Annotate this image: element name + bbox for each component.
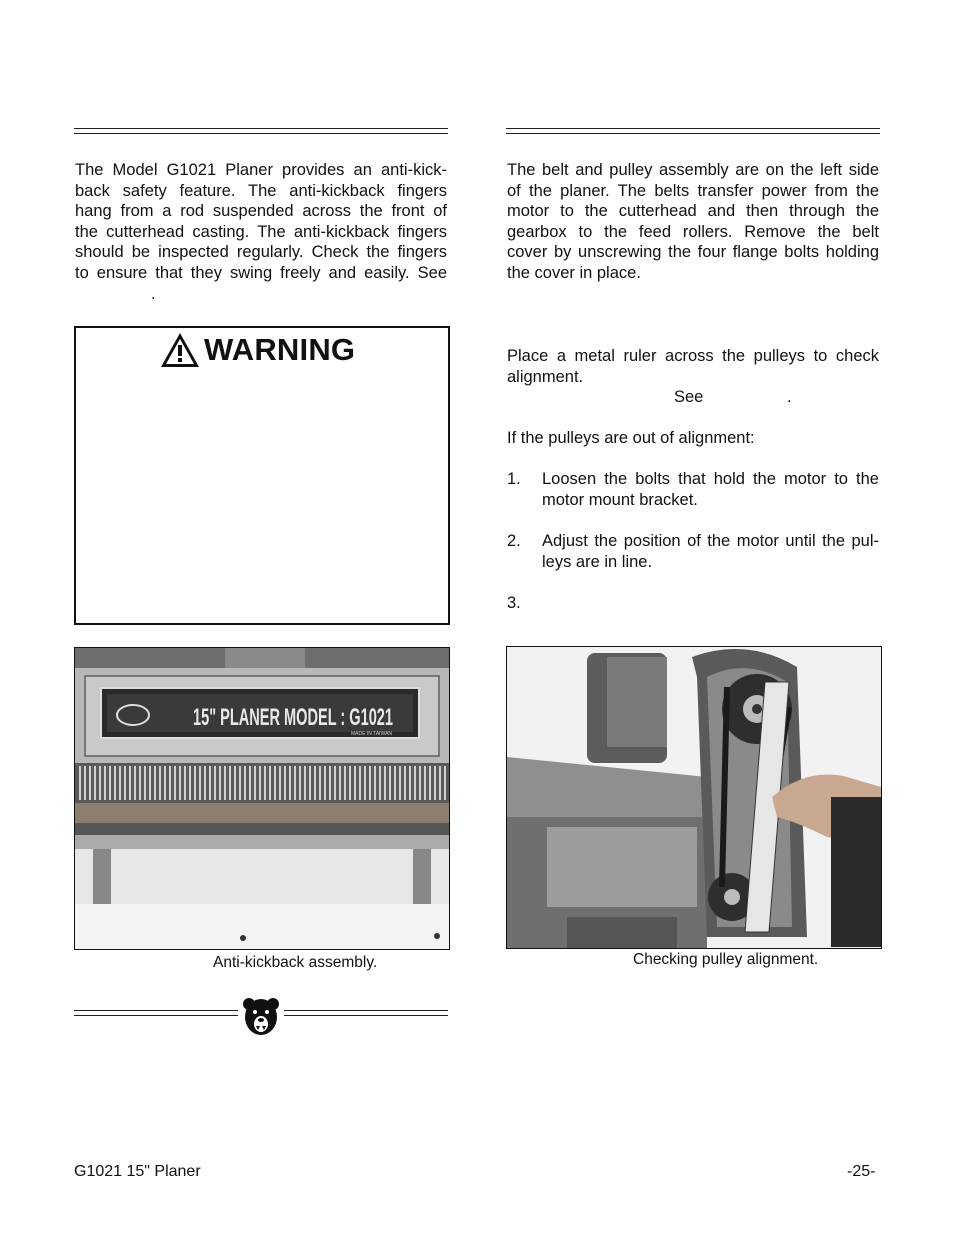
text-line: of the planer. The belts transfer power from the [507, 181, 879, 200]
step-number: 2. [507, 532, 521, 550]
text-line: alignment. [507, 367, 584, 386]
bear-logo-icon [241, 996, 281, 1038]
step-3 [507, 593, 879, 615]
divider-rule-left [74, 1010, 238, 1016]
step-text: leys are in line. [542, 552, 653, 571]
out-of-alignment-text: If the pulleys are out of alignment: [507, 429, 755, 447]
planer-front-image [75, 648, 449, 949]
warning-box [74, 326, 450, 625]
plate-small-text: MADE IN TAIWAN [351, 731, 393, 737]
step-text [542, 593, 879, 614]
text-line: hang from a rod suspended across the front of [75, 202, 447, 221]
divider-rule-right [284, 1010, 448, 1016]
step-text: motor mount bracket. [542, 490, 698, 509]
right-header-rule [506, 128, 880, 134]
paragraph-end-period: . [151, 285, 156, 303]
text-line: to ensure that they swing freely and easily. See [75, 263, 447, 282]
left-header-rule [74, 128, 448, 134]
text-line: back safety feature. The anti-kickback fingers [75, 181, 447, 200]
anti-kickback-photo [74, 647, 450, 950]
right-belt-paragraph [507, 160, 879, 284]
pulley-image [507, 647, 881, 948]
text-line: the cover in place. [507, 263, 641, 282]
text-line: should be inspected regularly. Check the fingers [75, 243, 447, 262]
text-line: The Model G1021 Planer provides an anti-kick- [75, 161, 447, 179]
step-text: Adjust the position of the motor until the pul- [542, 532, 879, 550]
warning-triangle-icon [160, 332, 200, 368]
pulley-alignment-photo [506, 646, 882, 949]
text-line: motor to the cutterhead and then through the [507, 202, 879, 221]
warning-title: WARNING [204, 332, 356, 367]
step-text: Loosen the bolts that hold the motor to the [542, 470, 879, 488]
text-line: Place a metal ruler across the pulleys to check [507, 347, 879, 365]
step-2 [507, 531, 879, 573]
left-intro-paragraph [75, 160, 447, 284]
footer-manual-title: G1021 15" Planer [74, 1163, 201, 1180]
plate-text: 15" PLANER MODEL : G1021 [193, 704, 393, 731]
text-line: cover by unscrewing the four flange bolts holding [507, 243, 879, 262]
step-number: 3. [507, 594, 521, 612]
step-number: 1. [507, 470, 521, 488]
text-line: gearbox to the feed rollers. Remove the belt [507, 222, 879, 241]
alignment-paragraph [507, 346, 879, 387]
see-reference: See [674, 388, 704, 406]
warning-heading [160, 330, 355, 370]
anti-kickback-caption: Anti-kickback assembly. [213, 954, 378, 971]
text-line: the cutterhead casting. The anti-kickback fingers [75, 222, 447, 241]
see-reference-end: . [787, 388, 792, 406]
pulley-alignment-caption: Checking pulley alignment. [633, 951, 819, 968]
footer-page-number: -25- [847, 1163, 876, 1180]
step-1 [507, 469, 879, 511]
text-line: The belt and pulley assembly are on the left side [507, 161, 879, 179]
